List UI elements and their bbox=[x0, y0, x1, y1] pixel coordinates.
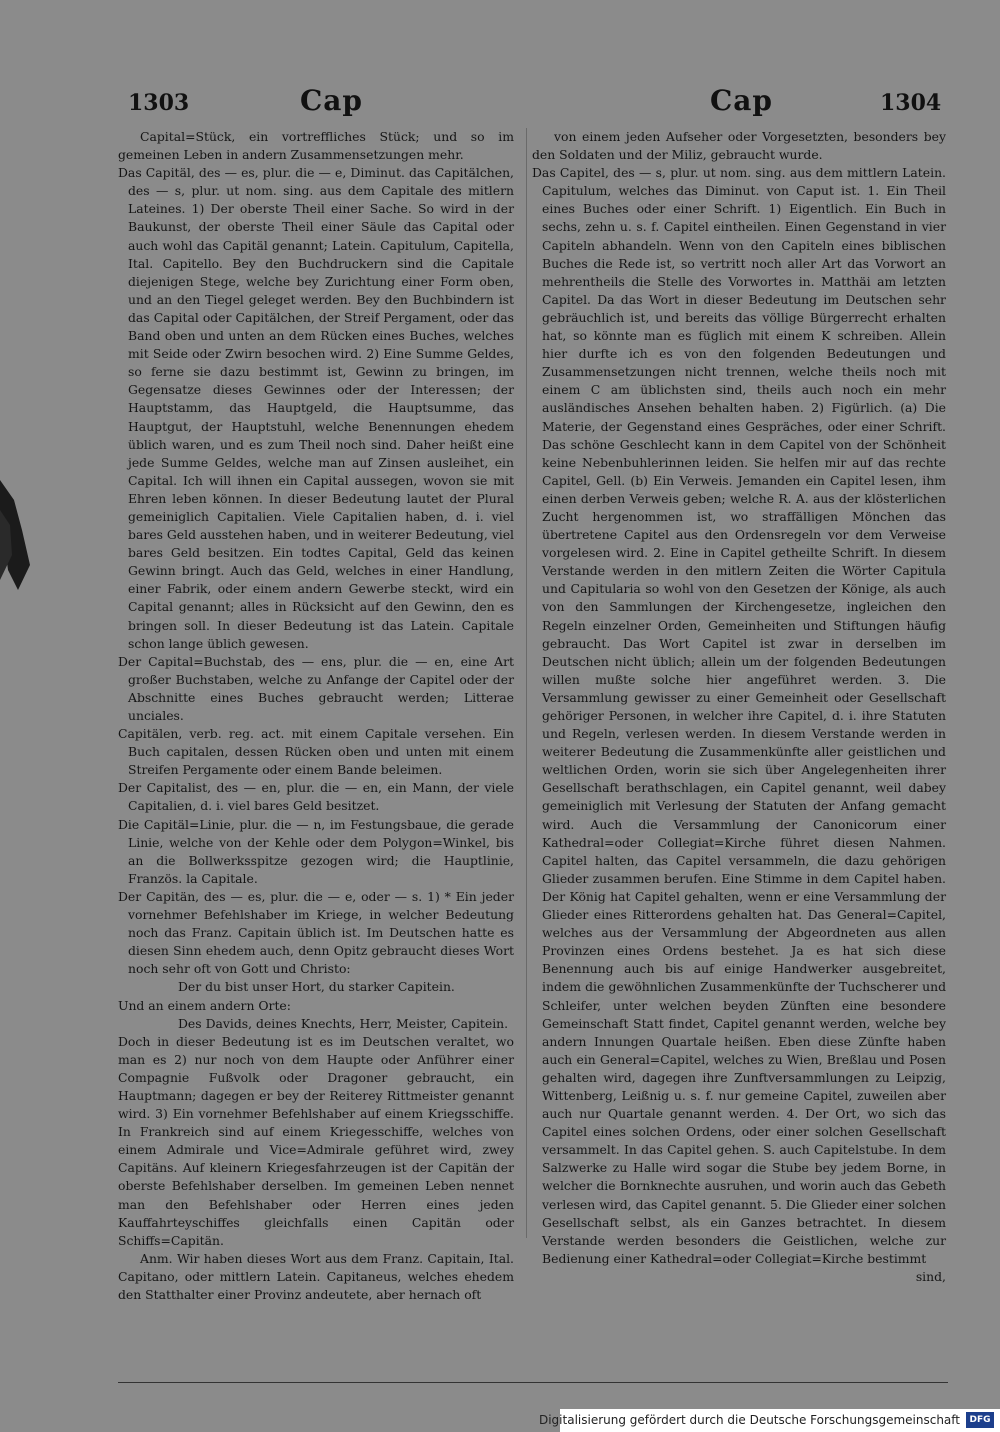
column-divider bbox=[526, 128, 527, 1238]
entry-paragraph: Die Capitäl=Linie, plur. die — n, im Festungsbaue, die gerade Linie, welche von der Kehle oder dem Polygon=Winkel, bis an die Bollwerksspitze gezogen wird; die Hauptlinie, Französ. la Capitale. bbox=[118, 816, 514, 886]
entry-paragraph: Der Capitän, des — es, plur. die — e, oder — s. 1) * Ein jeder vornehmer Befehlshaber im Kriege, in welcher Bedeutung noch das Franz. Capitain üblich ist. Im Deutschen hatte es diesen Sinn ehedem auch, denn Opitz gebraucht dieses Wort noch sehr oft von Gott und Christo: bbox=[118, 888, 514, 977]
right-running-headword: Cap bbox=[710, 84, 774, 117]
funding-footer bbox=[538, 1409, 1000, 1432]
entry-paragraph: von einem jeden Aufseher oder Vorgesetzten, besonders bey den Soldaten und der Miliz, gebraucht wurde. bbox=[532, 129, 946, 163]
entry-paragraph: Der Capital=Buchstab, des — ens, plur. die — en, eine Art großer Buchstaben, welche zu Anfange der Capitel oder der Abschnitte eines Buches gebraucht werden; Litterae unciales. bbox=[118, 653, 514, 723]
entry-paragraph: Doch in dieser Bedeutung ist es im Deutschen veraltet, wo man es 2) nur noch von dem Haupte oder Anführer einer Compagnie Fußvolk oder Dragoner gebraucht, ein Hauptmann; dagegen er bey der Reiterey Rittmeister genannt wird. 3) Ein vornehmer Befehlshaber auf einem Kriegsschiffe. In Frankreich sind auf einem Kriegesschiffe, welches von einem Admirale und Vice=Admirale geführet wird, zwey Capitäns. Auf kleinern Kriegesfahrzeugen ist der Capitän der oberste Befehlshaber derselben. Im gemeinen Leben nennet man den Befehlshaber oder Herren eines jeden Kauffahrteyschiffes gleichfalls einen Capitän oder Schiffs=Capitän. bbox=[118, 1033, 514, 1248]
left-running-headword: Cap bbox=[300, 84, 364, 117]
dfg-logo: DFG bbox=[966, 1412, 994, 1428]
left-text-column bbox=[118, 128, 514, 1302]
entry-paragraph: Das Capitäl, des — es, plur. die — e, Diminut. das Capitälchen, des — s, plur. ut nom. sing. aus dem Capitale des mitlern Lateines. 1) Der oberste Theil einer Sache. So wird in der Baukunst, der oberste Theil einer Säule das Capital oder auch wohl das Capitäl genannt; Latein. Capitulum, Capitella, Ital. Capitello. Bey den Buchdruckern sind die Capitale diejenigen Stege, welche bey Zurichtung einer Form oben, und an den Tiegel geleget werden. Bey den Buchbindern ist das Capital oder Capitälchen, der Streif Pergament, oder das Band oben und unten an dem Rücken eines Buches, welches mit Seide oder Zwirn besochen wird. 2) Eine Summe Geldes, so ferne sie dazu bestimmt ist, Gewinn zu bringen, im Gegensatze dieses Gewinnes oder der Interessen; der Hauptstamm, das Hauptgeld, die Hauptsumme, das Hauptgut, der Hauptstuhl, welche Benennungen ehedem üblich waren, und es zum Theil noch sind. Daher heißt eine jede Summe Geldes, welche man auf Zinsen ausleihet, ein Capital. Ich will ihnen ein Capital aussegen, wovon sie mit Ehren leben können. In dieser Bedeutung lautet der Plural gemeiniglich Capitalien. Viele Capitalien haben, d. i. viel bares Geld ausstehen haben, und in weiterer Bedeutung, viel bares Geld besitzen. Ein todtes Capital, Geld das keinen Gewinn bringt. Auch das Geld, welches in einer Handlung, einer Fabrik, oder einem andern Gewerbe steckt, wird ein Capital genannt; alles in Rücksicht auf den Gewinn, den es bringen soll. In dieser Bedeutung ist das Latein. Capitale schon lange üblich gewesen. bbox=[118, 165, 514, 651]
annotation-paragraph: Anm. Wir haben dieses Wort aus dem Franz. Capitain, Ital. Capitano, oder mittlern Latein. Capitaneus, welches ehedem den Statthalter einer Provinz andeutete, aber hernach oft bbox=[118, 1250, 514, 1302]
entry-paragraph: Das Capitel, des — s, plur. ut nom. sing. aus dem mittlern Latein. Capitulum, welches das Diminut. von Caput ist. 1. Ein Theil eines Buches oder einer Schrift. 1) Eigentlich. Ein Buch in sechs, zehn u. s. f. Capitel eintheilen. Einen Gegenstand in vier Capiteln abhandeln. Wenn von den Capiteln eines biblischen Buches die Rede ist, so vertritt noch aller Art das Vorwort an mehrentheils die Stelle des Vorwortes in. Matthäi am letzten Capitel. Da das Wort in dieser Bedeutung im Deutschen sehr gebräuchlich ist, und bereits das völlige Bürgerrecht erhalten hat, so könnte man es füglich mit einem K schreiben. Allein hier durfte ich es von den folgenden Bedeutungen und Zusammensetzungen nicht trennen, welche theils noch mit einem C am üblichsten sind, theils auch noch ein mehr ausländisches Ansehen behalten haben. 2) Figürlich. (a) Die Materie, der Gegenstand eines Gespräches, oder einer Schrift. Das schöne Geschlecht kann in dem Capitel von der Schönheit keine Nebenbuhlerinnen leiden. Sie helfen mir auf das rechte Capitel, Gell. (b) Ein Verweis. Jemanden ein Capitel lesen, ihm einen derben Verweis geben; welche R. A. aus der klösterlichen Zucht hergenommen ist, wo straffälligen Mönchen das übertretene Capitel aus den Ordensregeln vor dem Verweise vorgelesen wird. 2. Eine in Capitel getheilte Schrift. In diesem Verstande werden in den mitlern Zeiten die Wörter Capitula und Capitularia so wohl von den Gesetzen der Könige, als auch von den Sammlungen der Kirchengesetze, ingleichen den Regeln einzelner Orden, Gemeinheiten und Stiftungen häufig gebraucht. Das Wort Capitel ist zwar in derselben im Deutschen nicht üblich; allein um der folgenden Bedeutungen willen mußte solche hier angeführet werden. 3. Die Versammlung gewisser zu einer Gemeinheit oder Gesellschaft gehöriger Personen, in welcher ihre Capitel, d. i. ihre Statuten und Regeln, verlesen werden. In diesem Verstande werden in weiterer Bedeutung die Zusammenkünfte aller geistlichen und weltlichen Orden, worin sie sich über Angelegenheiten ihrer Gesellschaft berathschlagen, ein Capitel genannt, weil dabey gemeiniglich mit Verlesung der Statuten der Anfang gemacht wird. Auch die Versammlung der Canonicorum einer Kathedral=oder Collegiat=Kirche führet diesen Nahmen. Capitel halten, das Capitel versammeln, die dazu gehörigen Glieder zusammen berufen. Eine Stimme in dem Capitel haben. Der König hat Capitel gehalten, wenn er eine Versammlung der Glieder eines Ritterordens gehalten hat. Das General=Capitel, welches aus der Versammlung der Abgeordneten aus allen Provinzen eines Ordens bestehet. Ja es hat sich diese Benennung auch bis auf einige Handwerker ausgebreitet, indem die gewöhnlichen Zusammenkünfte der Tuchscherer und Schleifer, unter welchen beyden Zünften eine besondere Gemeinschaft Statt findet, Capitel genannt werden, welche bey andern Innungen Quartale heißen. Eben diese Zünfte haben auch ein General=Capitel, welches zu Wien, Breßlau und Posen gehalten wird, dagegen ihre Zunftversammlungen zu Leipzig, Wittenberg, Leißnig u. s. f. nur gemeine Capitel, zuweilen aber auch nur Quartale genannt werden. 4. Der Ort, wo sich das Capitel eines solchen Ordens, oder einer solchen Gesellschaft versammelt. In das Capitel gehen. S. auch Capitelstube. In dem Salzwerke zu Halle wird sogar die Stube bey jedem Borne, in welcher die Bornknechte ausruhen, und worin auch das Gebeth verlesen wird, das Capitel genannt. 5. Die Glieder einer solchen Gesellschaft selbst, als ein Ganzes betrachtet. In diesem Verstande werden besonders die Geistlichen, welche zur Bedienung einer Kathedral=oder Collegiat=Kirche bestimmt bbox=[532, 165, 946, 1266]
verse-quotation: Des Davids, deines Knechts, Herr, Meister, Capitein. bbox=[178, 1015, 509, 1031]
entry-paragraph: Capital=Stück, ein vortreffliches Stück; und so im gemeinen Leben in andern Zusammensetzungen mehr. bbox=[118, 129, 514, 163]
left-page-number: 1303 bbox=[128, 90, 190, 116]
entry-paragraph: Der Capitalist, des — en, plur. die — en, ein Mann, der viele Capitalien, d. i. viel bares Geld besitzet. bbox=[118, 780, 514, 814]
catchword: sind, bbox=[915, 1268, 946, 1284]
binding-shadow-mark bbox=[0, 470, 36, 600]
bottom-rule bbox=[118, 1382, 948, 1383]
entry-paragraph: Capitälen, verb. reg. act. mit einem Capitale versehen. Ein Buch capitalen, dessen Rücken oben und unten mit einem Streifen Pergamente oder einem Bande beleimen. bbox=[118, 726, 514, 778]
funding-credit-text: Digitalisierung gefördert durch die Deutsche Forschungsgemeinschaft bbox=[538, 1413, 960, 1427]
entry-paragraph: Und an einem andern Orte: bbox=[118, 997, 291, 1013]
right-text-column bbox=[532, 128, 946, 1284]
right-page-number: 1304 bbox=[880, 90, 942, 116]
verse-quotation: Der du bist unser Hort, du starker Capitein. bbox=[178, 979, 455, 995]
